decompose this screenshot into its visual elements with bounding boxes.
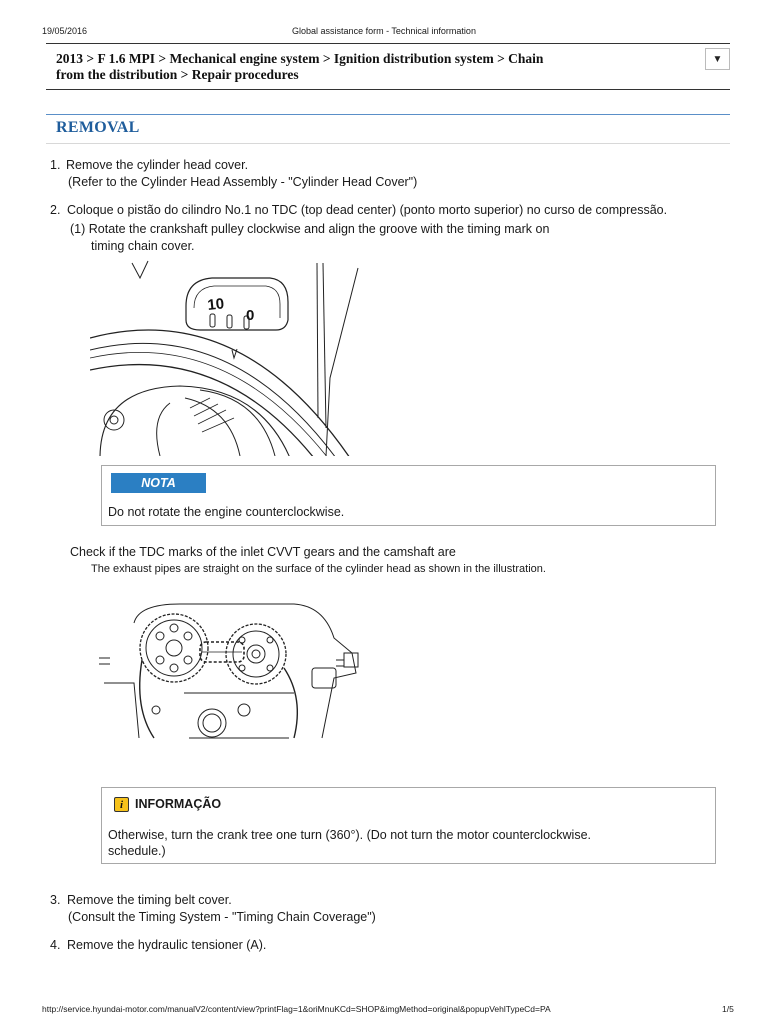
info-box: [101, 787, 716, 864]
footer-page-number: 1/5: [722, 1004, 734, 1014]
note-box: [101, 465, 716, 526]
step-3-text: Remove the timing belt cover.: [67, 893, 232, 907]
step-1-number: 1.: [50, 158, 61, 172]
info-icon: i: [114, 797, 129, 812]
step-2-text: Coloque o pistão do cilindro No.1 no TDC (top dead center) (ponto morto superior) no curso de compressão.: [67, 203, 668, 217]
breadcrumb-line-1: 2013 > F 1.6 MPI > Mechanical engine system > Ignition distribution system > Chain: [56, 51, 544, 66]
breadcrumb-bottom-rule: [46, 89, 730, 90]
breadcrumb: [56, 51, 576, 83]
breadcrumb-line-2: from the distribution > Repair procedures: [56, 67, 299, 82]
section-top-rule: [46, 114, 730, 115]
step-2-substep-1-cont: timing chain cover.: [91, 239, 195, 253]
step-2-substep-1: (1) Rotate the crankshaft pulley clockwise and align the groove with the timing mark on: [70, 222, 550, 236]
info-text-line-2: schedule.): [108, 844, 166, 858]
note-text: Do not rotate the engine counterclockwise.: [108, 505, 345, 519]
note-badge: NOTA: [111, 473, 206, 493]
info-text: [108, 827, 591, 859]
breadcrumb-dropdown-button[interactable]: [705, 48, 730, 70]
step-2-number: 2.: [50, 203, 61, 217]
section-bottom-rule: [46, 143, 730, 144]
step-3-reference: (Consult the Timing System - "Timing Chain Coverage"): [68, 910, 376, 924]
check-text: Check if the TDC marks of the inlet CVVT gears and the camshaft are: [70, 545, 456, 559]
print-date: 19/05/2016: [42, 26, 88, 36]
step-1-text: Remove the cylinder head cover.: [66, 158, 249, 172]
step-1-reference: (Refer to the Cylinder Head Assembly - "Cylinder Head Cover"): [68, 175, 418, 189]
step-4-number: 4.: [50, 938, 61, 952]
camshaft-gears-tdc-illustration: [94, 598, 364, 743]
timing-mark-10-label: 10: [206, 295, 226, 314]
timing-mark-0-label: 0: [246, 307, 255, 324]
step-3-number: 3.: [50, 893, 61, 907]
print-title: Global assistance form - Technical information: [292, 26, 476, 36]
breadcrumb-top-rule: [46, 43, 730, 44]
info-title: INFORMAÇÃO: [135, 797, 222, 811]
check-subtext: The exhaust pipes are straight on the surface of the cylinder head as shown in the illustration.: [91, 563, 546, 575]
crankshaft-pulley-timing-illustration: [90, 258, 370, 458]
section-title: REMOVAL: [56, 119, 140, 136]
chevron-down-icon: ▼: [712, 53, 723, 65]
footer-url: http://service.hyundai-motor.com/manualV2/content/view?printFlag=1&oriMnuKCd=SHOP&imgMethod=original&popupVehlTypeCd=PA: [42, 1004, 551, 1014]
info-text-line-1: Otherwise, turn the crank tree one turn (360°). (Do not turn the motor counterclockwise.: [108, 828, 591, 842]
step-4-text: Remove the hydraulic tensioner (A).: [67, 938, 267, 952]
